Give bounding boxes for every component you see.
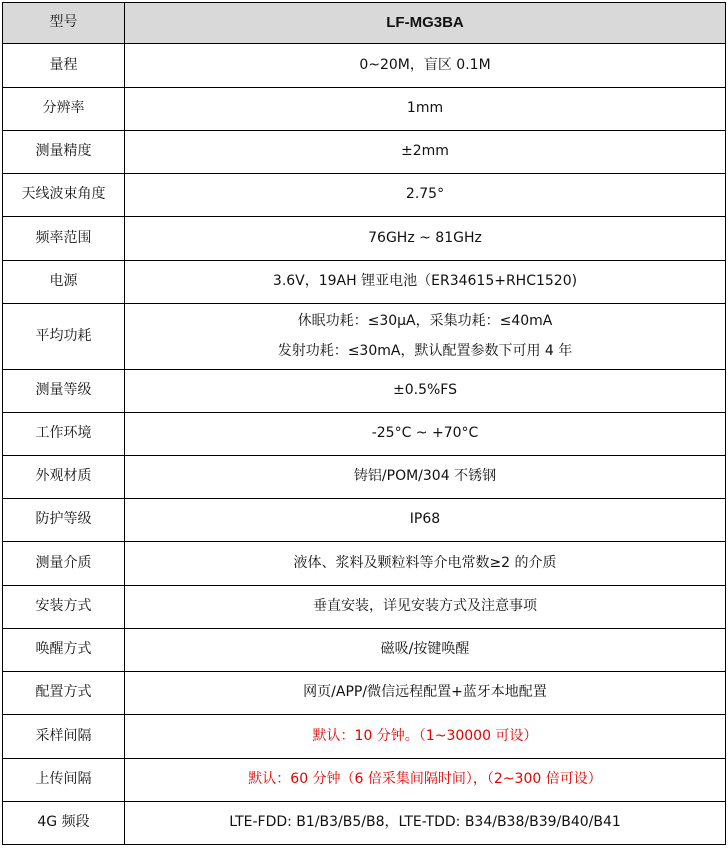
row-value: LTE-FDD: B1/B3/B5/B8，LTE-TDD: B34/B38/B39/B40/B41	[125, 802, 726, 845]
header-label: 型号	[3, 3, 125, 44]
row-label: 频率范围	[3, 217, 125, 261]
row-label: 防护等级	[3, 499, 125, 542]
row-label: 测量介质	[3, 542, 125, 586]
row-label: 采样间隔	[3, 715, 125, 759]
table-row-power-supply	[3, 261, 726, 304]
spec-table	[2, 2, 726, 845]
table-row-operating-environment	[3, 413, 726, 456]
row-label: 配置方式	[3, 672, 125, 715]
table-row-medium	[3, 542, 726, 586]
row-label: 外观材质	[3, 456, 125, 499]
table-row-beam-angle	[3, 174, 726, 217]
value-line: 休眠功耗：≤30μA，采集功耗：≤40mA	[297, 313, 553, 329]
row-label: 平均功耗	[3, 304, 125, 370]
row-value: IP68	[125, 499, 726, 542]
row-value: 76GHz ~ 81GHz	[125, 217, 726, 261]
table-row-protection	[3, 499, 726, 542]
row-label: 上传间隔	[3, 759, 125, 802]
row-value: ±2mm	[125, 131, 726, 174]
row-value: 2.75°	[125, 174, 726, 217]
row-label: 安装方式	[3, 586, 125, 629]
table-row-upload-interval	[3, 759, 726, 802]
row-label: 分辨率	[3, 88, 125, 131]
table-header-row	[3, 3, 726, 44]
row-label: 工作环境	[3, 413, 125, 456]
row-label: 量程	[3, 44, 125, 88]
row-value: 磁吸/按键唤醒	[125, 629, 726, 672]
row-label: 测量精度	[3, 131, 125, 174]
table-row-resolution	[3, 88, 726, 131]
table-row-measurement-grade	[3, 370, 726, 413]
row-value: 垂直安装，详见安装方式及注意事项	[125, 586, 726, 629]
table-row-sampling-interval	[3, 715, 726, 759]
row-value-highlight: 默认：10 分钟。（1~30000 可设）	[125, 715, 726, 759]
table-row-configuration	[3, 672, 726, 715]
table-row-installation	[3, 586, 726, 629]
table-row-frequency	[3, 217, 726, 261]
table-row-wake-up	[3, 629, 726, 672]
table-row-material	[3, 456, 726, 499]
row-value: 1mm	[125, 88, 726, 131]
row-value: ±0.5%FS	[125, 370, 726, 413]
row-label: 天线波束角度	[3, 174, 125, 217]
row-value-highlight: 默认：60 分钟（6 倍采集间隔时间），（2~300 倍可设）	[125, 759, 726, 802]
row-value: 0~20M，盲区 0.1M	[125, 44, 726, 88]
row-value: -25°C ~ +70°C	[125, 413, 726, 456]
table-row-range	[3, 44, 726, 88]
table-row-accuracy	[3, 131, 726, 174]
row-value: 铸铝/POM/304 不锈钢	[125, 456, 726, 499]
table-row-4g-bands	[3, 802, 726, 845]
row-value	[125, 304, 726, 370]
row-label: 测量等级	[3, 370, 125, 413]
row-value: 网页/APP/微信远程配置+蓝牙本地配置	[125, 672, 726, 715]
row-label: 电源	[3, 261, 125, 304]
table-row-power-consumption	[3, 304, 726, 370]
row-label: 唤醒方式	[3, 629, 125, 672]
row-value: 3.6V，19AH 锂亚电池（ER34615+RHC1520)	[125, 261, 726, 304]
model-number: LF-MG3BA	[125, 3, 726, 44]
row-value: 液体、浆料及颗粒料等介电常数≥2 的介质	[125, 542, 726, 586]
row-label: 4G 频段	[3, 802, 125, 845]
value-line: 发射功耗：≤30mA，默认配置参数下可用 4 年	[277, 342, 573, 359]
